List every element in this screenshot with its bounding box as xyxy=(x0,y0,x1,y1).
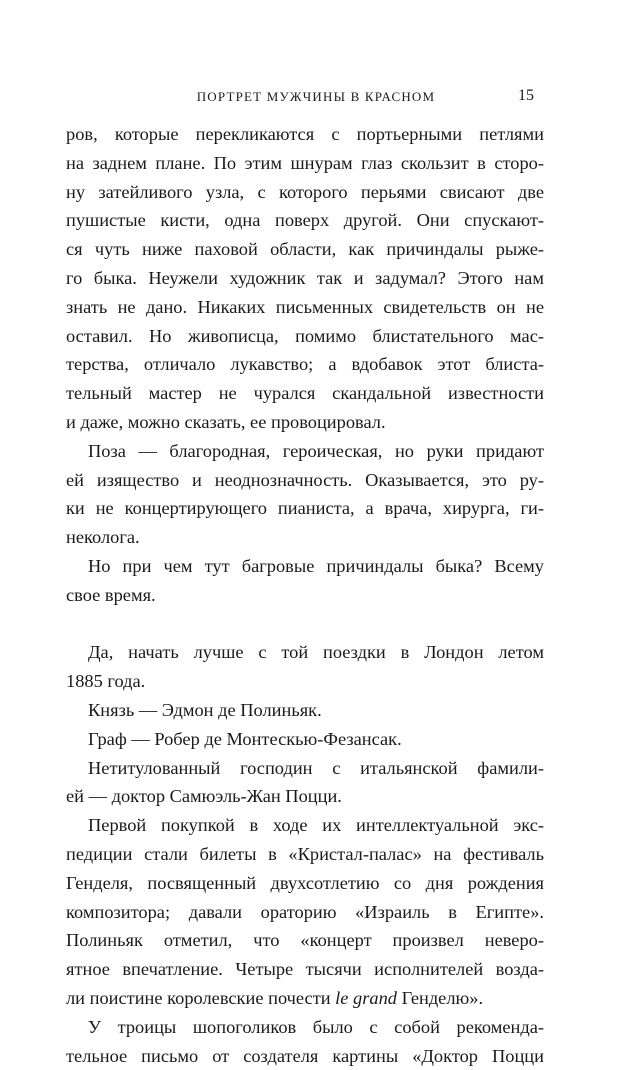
text-line: знать не дано. Никаких письменных свидетельств он не xyxy=(66,293,544,322)
text-line: педиции стали билеты в «Кристал-палас» на фестиваль xyxy=(66,840,544,869)
text-line: пушистые кисти, одна поверх другой. Они спускают- xyxy=(66,206,544,235)
text-line: Первой покупкой в ходе их интеллектуальной экс- xyxy=(66,811,544,840)
text-line: го быка. Неужели художник так и задумал? Этого нам xyxy=(66,264,544,293)
text-line: Да, начать лучше с той поездки в Лондон летом xyxy=(66,638,544,667)
text-run: ли поистине королевские почести xyxy=(66,988,335,1008)
text-line: свое время. xyxy=(66,581,544,610)
text-line: оставил. Но живописца, помимо блистательного мас- xyxy=(66,322,544,351)
text-line: Но при чем тут багровые причиндалы быка? Всему xyxy=(66,552,544,581)
text-line: Граф — Робер де Монтескью-Фезансак. xyxy=(66,725,544,754)
text-line: ну затейливого узла, с которого перьями свисают две xyxy=(66,178,544,207)
italic-phrase: le grand xyxy=(335,988,397,1008)
text-line: тельный мастер не чурался скандальной известности xyxy=(66,379,544,408)
text-line: Полиньяк отметил, что «концерт произвел неверо- xyxy=(66,926,544,955)
text-line: ятное впечатление. Четыре тысячи исполнителей возда- xyxy=(66,955,544,984)
text-line: Генделя, посвященный двухсотлетию со дня рождения xyxy=(66,869,544,898)
text-line: неколога. xyxy=(66,523,544,552)
text-line: Поза — благородная, героическая, но руки придают xyxy=(66,437,544,466)
text-line: терства, отличало лукавство; а вдобавок этот блиста- xyxy=(66,350,544,379)
text-run: Генделю». xyxy=(397,988,483,1008)
text-line: тельное письмо от создателя картины «Доктор Поцци xyxy=(66,1042,544,1070)
text-line: ей изящество и неоднозначность. Оказывается, это ру- xyxy=(66,466,544,495)
text-line: ей — доктор Самюэль-Жан Поцци. xyxy=(66,782,544,811)
page-number: 15 xyxy=(518,87,534,105)
text-line: на заднем плане. По этим шнурам глаз скользит в сторо- xyxy=(66,149,544,178)
text-line: композитора; давали ораторию «Израиль в Египте». xyxy=(66,898,544,927)
text-line: ров, которые перекликаются с портьерными петлями xyxy=(66,120,544,149)
text-line: ки не концертирующего пианиста, а врача, хирурга, ги- xyxy=(66,494,544,523)
body-text xyxy=(66,120,544,1070)
text-line-with-italic xyxy=(66,984,544,1013)
text-line: У троицы шопоголиков было с собой рекоменда- xyxy=(66,1013,544,1042)
text-line: и даже, можно сказать, ее провоцировал. xyxy=(66,408,544,437)
text-line: Нетитулованный господин с итальянской фамили- xyxy=(66,754,544,783)
text-line: Князь — Эдмон де Полиньяк. xyxy=(66,696,544,725)
section-break xyxy=(66,610,544,639)
text-line: 1885 года. xyxy=(66,667,544,696)
text-line: ся чуть ниже паховой области, как причиндалы рыже- xyxy=(66,235,544,264)
running-title: ПОРТРЕТ МУЖЧИНЫ В КРАСНОМ xyxy=(66,89,566,105)
